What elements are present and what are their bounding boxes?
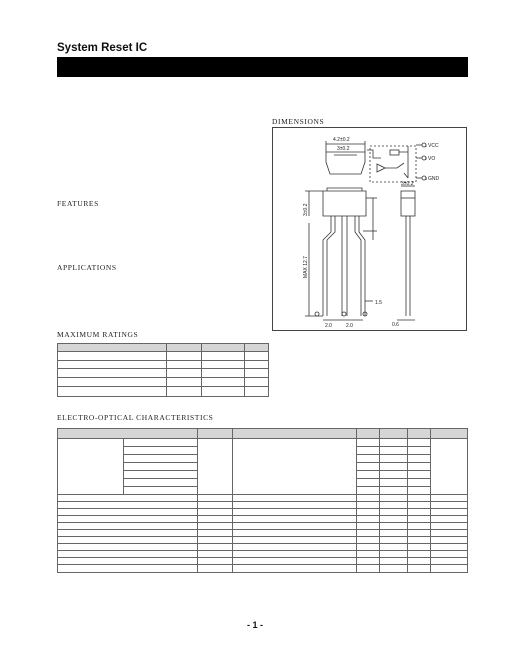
dim-side-label: 3±0.2 bbox=[401, 181, 414, 187]
table-row bbox=[58, 544, 468, 551]
table-row bbox=[58, 378, 269, 387]
side-view-body bbox=[401, 191, 415, 216]
dim-lead-length-label: MAX 12.7 bbox=[303, 256, 309, 278]
table-row bbox=[58, 565, 468, 573]
section-eo-characteristics: ELECTRO-OPTICAL CHARACTERISTICS bbox=[57, 413, 214, 422]
table-row bbox=[58, 537, 468, 544]
page-title: System Reset IC bbox=[57, 42, 148, 54]
table-row bbox=[58, 509, 468, 516]
dim-mid-label: 1.5 bbox=[375, 300, 382, 306]
section-dimensions: DIMENSIONS bbox=[272, 117, 325, 126]
eo-characteristics-table bbox=[57, 428, 468, 573]
schematic-transistor bbox=[385, 146, 408, 178]
table-header-row bbox=[58, 344, 269, 352]
dim-pitch-1-label: 2.0 bbox=[325, 323, 332, 329]
table-row bbox=[58, 352, 269, 361]
section-applications: APPLICATIONS bbox=[57, 263, 117, 272]
table-row bbox=[58, 495, 468, 502]
pin-vcc-label: VCC bbox=[428, 143, 439, 149]
dim-width-label: 4.2±0.2 bbox=[333, 137, 350, 143]
table-row bbox=[58, 523, 468, 530]
dim-body-height-label: 3±0.2 bbox=[303, 203, 309, 216]
max-ratings-table bbox=[57, 343, 269, 397]
pin-3-label: 3 bbox=[425, 177, 427, 181]
dim-inner-label: 3±0.2 bbox=[337, 146, 350, 152]
section-features: FEATURES bbox=[57, 199, 99, 208]
title-banner bbox=[57, 57, 468, 77]
table-row bbox=[58, 361, 269, 369]
pin-2-label: 2 bbox=[425, 157, 427, 161]
dimensions-drawing bbox=[272, 127, 467, 331]
table-row bbox=[58, 439, 468, 447]
table-row bbox=[58, 369, 269, 378]
lead-3 bbox=[355, 216, 361, 316]
schematic-wire bbox=[367, 150, 381, 158]
pin-gnd-label: GND bbox=[428, 176, 440, 182]
section-max-ratings: MAXIMUM RATINGS bbox=[57, 330, 139, 339]
table-row bbox=[58, 387, 269, 397]
table-row bbox=[58, 530, 468, 537]
table-row bbox=[58, 516, 468, 523]
package-drawing bbox=[273, 128, 468, 332]
front-view-body bbox=[323, 191, 366, 216]
table-header-row bbox=[58, 429, 468, 439]
page-number: - 1 - bbox=[246, 620, 263, 630]
dim-pitch-2-label: 2.0 bbox=[346, 323, 353, 329]
pin-vo-label: VO bbox=[428, 156, 436, 162]
table-row bbox=[58, 502, 468, 509]
schematic-comparator bbox=[377, 164, 385, 172]
table-row bbox=[58, 558, 468, 565]
schematic-resistor bbox=[390, 150, 399, 155]
pin-1-label: 1 bbox=[425, 144, 427, 148]
table-row bbox=[58, 551, 468, 558]
dim-lead-width-label: 0.6 bbox=[392, 322, 399, 328]
